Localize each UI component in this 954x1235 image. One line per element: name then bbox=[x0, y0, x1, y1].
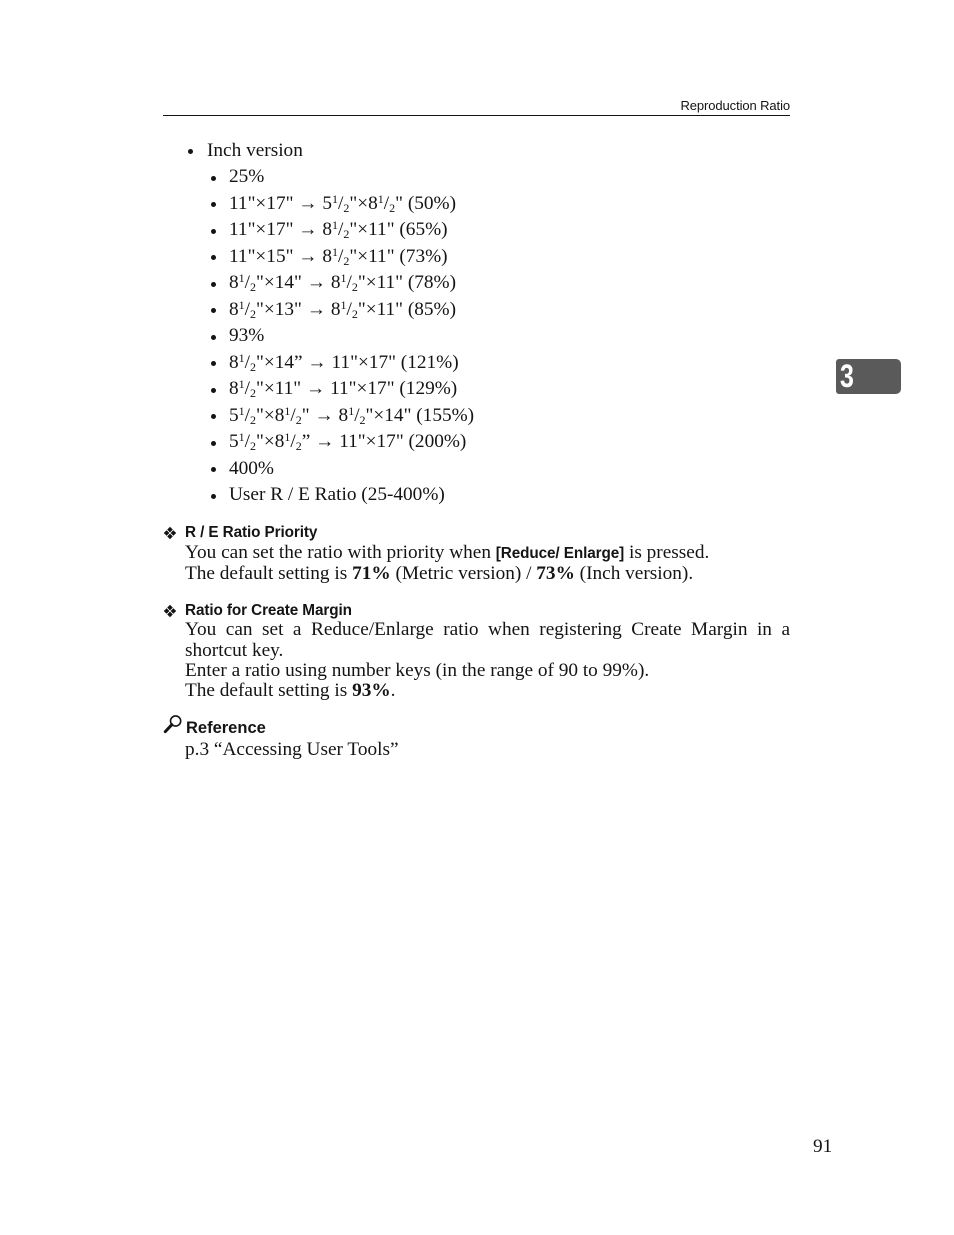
ratio-text: / bbox=[338, 245, 344, 267]
ratio-list-item bbox=[0, 376, 954, 403]
paragraph-text: You can set a Reduce/Enlarge ratio when registering Create Margin in a shortcut key. bbox=[185, 619, 790, 661]
fraction-numerator: 1 bbox=[284, 430, 291, 445]
fraction-numerator: 1 bbox=[340, 271, 347, 286]
reference-heading: Reference bbox=[186, 718, 266, 737]
fraction-numerator: 1 bbox=[238, 350, 245, 365]
list-item-inch-version bbox=[0, 138, 954, 165]
diamond-bullet-icon bbox=[163, 526, 177, 540]
fraction-numerator: 1 bbox=[348, 403, 355, 418]
create-margin-default-value: 93% bbox=[352, 680, 391, 702]
ratio-text: "×11" (85%) bbox=[357, 298, 457, 320]
fraction-numerator: 1 bbox=[238, 297, 245, 312]
bullet-icon bbox=[211, 335, 216, 340]
ratio-text: "×8 bbox=[349, 192, 378, 214]
paragraph-text: The default setting is bbox=[185, 563, 353, 584]
fraction-numerator: 1 bbox=[284, 403, 291, 418]
ratio-text: 5 bbox=[229, 431, 239, 453]
ratio-text: / bbox=[354, 404, 360, 426]
reference-link-accessing-user-tools[interactable]: p.3 “Accessing User Tools” bbox=[185, 739, 399, 760]
fraction-numerator: 1 bbox=[238, 430, 245, 445]
fraction-numerator: 1 bbox=[332, 191, 339, 206]
fraction-denominator: 2 bbox=[389, 200, 396, 215]
fraction-numerator: 1 bbox=[238, 403, 245, 418]
ratio-text: "×11" → 11"×17" (129%) bbox=[256, 378, 458, 400]
paragraph-text: You can set the ratio with priority when bbox=[185, 542, 496, 563]
paragraph-text: is pressed. bbox=[624, 542, 710, 563]
ratio-text: ” → 11"×17" (200%) bbox=[301, 431, 467, 453]
ratio-text: "×11" (78%) bbox=[357, 272, 457, 294]
reference-icon bbox=[163, 714, 183, 734]
key-label-reduce-enlarge: [Reduce/ Enlarge] bbox=[495, 545, 625, 562]
bullet-icon bbox=[211, 414, 216, 419]
ratio-text: 8 bbox=[229, 351, 239, 373]
ratio-text: / bbox=[244, 404, 250, 426]
running-header: Reproduction Ratio bbox=[680, 97, 790, 113]
bullet-icon bbox=[211, 388, 216, 393]
fraction-denominator: 2 bbox=[295, 439, 302, 454]
ratio-text: / bbox=[290, 404, 296, 426]
ratio-list-item bbox=[0, 270, 954, 297]
list-label: Inch version bbox=[207, 139, 303, 161]
bullet-icon bbox=[211, 467, 216, 472]
bullet-icon bbox=[211, 282, 216, 287]
fraction-denominator: 2 bbox=[343, 253, 350, 268]
bullet-icon bbox=[211, 494, 216, 499]
ratio-list-item bbox=[0, 403, 954, 430]
fraction-denominator: 2 bbox=[250, 359, 256, 374]
ratio-text: / bbox=[346, 298, 352, 320]
bullet-icon bbox=[211, 229, 216, 234]
ratio-text: "×13" → 8 bbox=[256, 298, 341, 320]
bullet-icon bbox=[211, 441, 216, 446]
ratio-text: User R / E Ratio (25-400%) bbox=[229, 484, 445, 506]
paragraph-line bbox=[185, 542, 790, 563]
fraction-denominator: 2 bbox=[351, 306, 358, 321]
ratio-list-item bbox=[0, 429, 954, 456]
paragraph-text: Enter a ratio using number keys (in the range of 90 to 99%). bbox=[185, 659, 650, 681]
ratio-list-item bbox=[0, 191, 954, 218]
ratio-text: / bbox=[338, 219, 344, 241]
ratio-text: 11"×15" → 8 bbox=[229, 245, 333, 267]
fraction-denominator: 2 bbox=[343, 200, 350, 215]
ratio-text: " (50%) bbox=[395, 192, 457, 214]
diamond-bullet-icon bbox=[163, 604, 177, 618]
paragraph-line bbox=[185, 563, 790, 584]
metric-default-value: 71% bbox=[352, 563, 391, 584]
ratio-text: "×8 bbox=[256, 431, 285, 453]
ratio-text: / bbox=[244, 351, 250, 373]
fraction-denominator: 2 bbox=[295, 412, 302, 427]
ratio-create-margin-body bbox=[185, 620, 790, 701]
ratio-list-item bbox=[0, 244, 954, 271]
ratio-list-item bbox=[0, 350, 954, 377]
ratio-list-item bbox=[0, 323, 954, 350]
paragraph-text: . bbox=[390, 680, 396, 702]
bullet-icon bbox=[211, 202, 216, 207]
ratio-text: "×11" (73%) bbox=[349, 245, 448, 267]
ratio-text: 8 bbox=[229, 378, 239, 400]
ratio-text: 93% bbox=[229, 325, 265, 347]
fraction-numerator: 1 bbox=[340, 297, 347, 312]
bullet-icon bbox=[211, 308, 216, 313]
inch-version-list bbox=[0, 138, 954, 509]
page-number: 91 bbox=[813, 1136, 833, 1157]
ratio-text: 5 bbox=[229, 404, 239, 426]
ratio-text: / bbox=[244, 431, 250, 453]
paragraph-text: (Metric version) / bbox=[390, 563, 537, 584]
ratio-text: "×14” → 11"×17" (121%) bbox=[256, 351, 459, 373]
fraction-numerator: 1 bbox=[332, 218, 339, 233]
fraction-denominator: 2 bbox=[351, 280, 358, 295]
fraction-denominator: 2 bbox=[359, 412, 366, 427]
ratio-text: 11"×17" → 5 bbox=[229, 192, 333, 214]
ratio-list-item bbox=[0, 482, 954, 509]
ratio-text: / bbox=[244, 298, 250, 320]
fraction-denominator: 2 bbox=[250, 306, 256, 321]
ratio-text: 8 bbox=[229, 298, 239, 320]
chapter-number: 3 bbox=[840, 359, 854, 394]
ratio-text: / bbox=[338, 192, 344, 214]
ratio-text: "×8 bbox=[256, 404, 285, 426]
ratio-text: / bbox=[346, 272, 352, 294]
ratio-text: / bbox=[290, 431, 296, 453]
paragraph-line bbox=[185, 681, 790, 701]
ratio-text: / bbox=[244, 272, 250, 294]
ratio-list-item bbox=[0, 164, 954, 191]
ratio-text: "×14" (155%) bbox=[365, 404, 475, 426]
paragraph-text: The default setting is bbox=[185, 680, 353, 702]
ratio-text: " → 8 bbox=[301, 404, 349, 426]
ratio-list bbox=[0, 164, 954, 509]
ratio-list-item bbox=[0, 297, 954, 324]
fraction-numerator: 1 bbox=[238, 271, 245, 286]
bullet-icon bbox=[211, 176, 216, 181]
fraction-numerator: 1 bbox=[377, 191, 384, 206]
header-rule bbox=[163, 115, 790, 116]
ratio-text: / bbox=[244, 378, 250, 400]
bullet-icon bbox=[211, 361, 216, 366]
fraction-numerator: 1 bbox=[238, 377, 245, 392]
ratio-text: 11"×17" → 8 bbox=[229, 219, 333, 241]
ratio-text: "×14" → 8 bbox=[256, 272, 341, 294]
ratio-list-item bbox=[0, 456, 954, 483]
fraction-denominator: 2 bbox=[250, 412, 256, 427]
fraction-denominator: 2 bbox=[250, 439, 256, 454]
ratio-text: 400% bbox=[229, 457, 274, 479]
section-heading-ratio-create-margin: Ratio for Create Margin bbox=[185, 601, 352, 619]
fraction-numerator: 1 bbox=[332, 244, 339, 259]
section-heading-re-ratio-priority: R / E Ratio Priority bbox=[185, 523, 318, 541]
bullet-icon bbox=[188, 149, 193, 154]
re-ratio-priority-body bbox=[185, 542, 790, 584]
ratio-text: "×11" (65%) bbox=[349, 219, 448, 241]
paragraph-text: (Inch version). bbox=[574, 563, 694, 584]
fraction-denominator: 2 bbox=[250, 280, 256, 295]
fraction-denominator: 2 bbox=[250, 386, 256, 401]
ratio-text: 8 bbox=[229, 272, 239, 294]
fraction-denominator: 2 bbox=[343, 227, 350, 242]
ratio-text: / bbox=[383, 192, 390, 214]
ratio-text: 25% bbox=[229, 166, 265, 188]
ratio-list-item bbox=[0, 217, 954, 244]
inch-default-value: 73% bbox=[536, 563, 575, 584]
bullet-icon bbox=[211, 255, 216, 260]
